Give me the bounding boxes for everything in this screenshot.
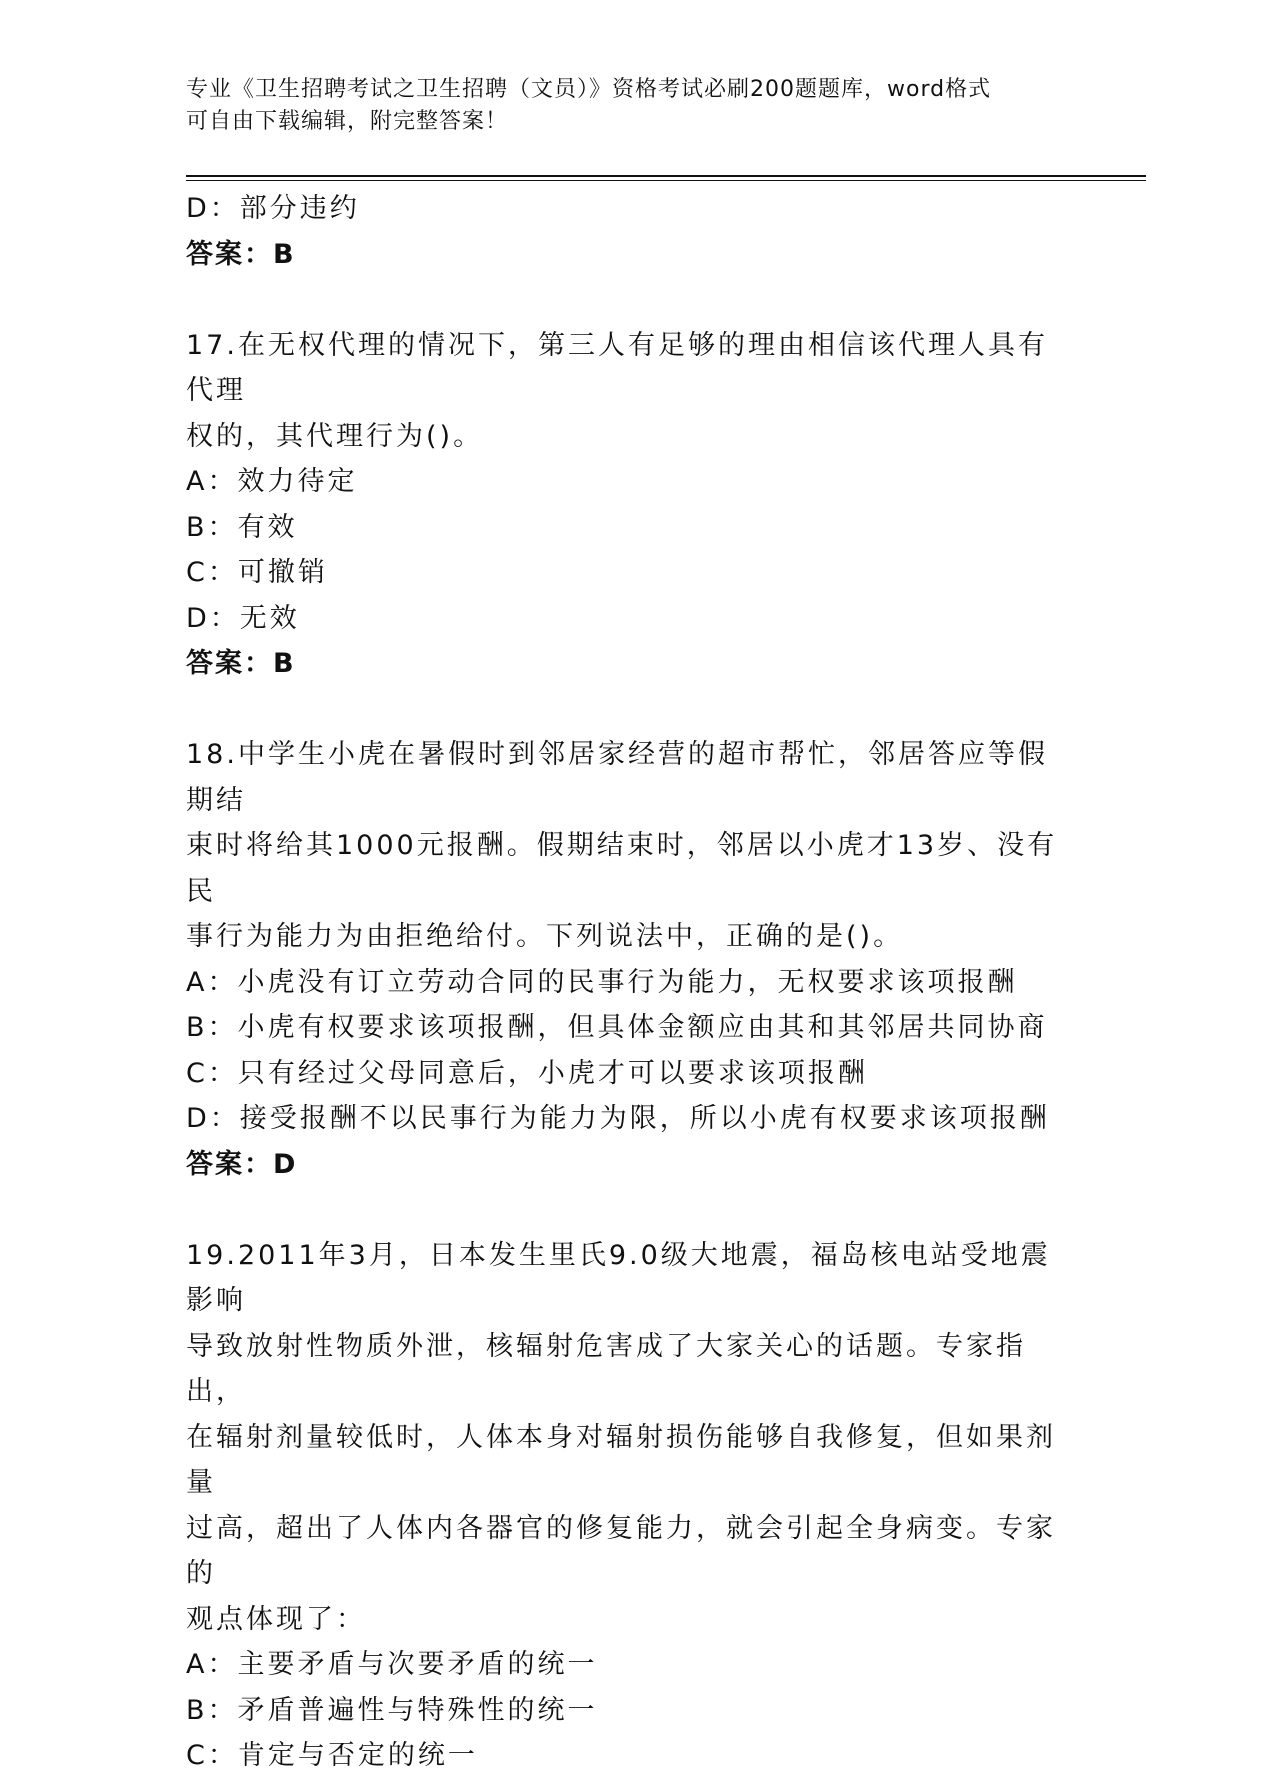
option-a: A：主要矛盾与次要矛盾的统一 <box>186 1649 598 1680</box>
question-18 <box>186 732 1076 1187</box>
question-stem-line: 事行为能力为由拒绝给付。下列说法中，正确的是()。 <box>186 921 904 952</box>
question-stem-line: 19.2011年3月，日本发生里氏9.0级大地震，福岛核电站受地震影响 <box>186 1239 1051 1316</box>
question-stem-line: 过高，超出了人体内各器官的修复能力，就会引起全身病变。专家的 <box>186 1512 1056 1589</box>
option-a: A：小虎没有订立劳动合同的民事行为能力，无权要求该项报酬 <box>186 966 1018 998</box>
header-rule-thin <box>186 180 1146 181</box>
option-b: B：矛盾普遍性与特殊性的统一 <box>186 1694 598 1726</box>
option-d: D：无效 <box>186 602 300 634</box>
answer: 答案：B <box>186 648 296 679</box>
question-stem-line: 17.在无权代理的情况下，第三人有足够的理由相信该代理人具有代理 <box>186 329 1048 406</box>
question-16-tail <box>186 186 1076 277</box>
question-19 <box>186 1233 1076 1779</box>
header-rule-thick <box>186 175 1146 177</box>
question-stem-line: 导致放射性物质外泄，核辐射危害成了大家关心的话题。专家指出， <box>186 1330 1026 1407</box>
option-c: C：肯定与否定的统一 <box>186 1740 478 1771</box>
question-stem-line: 在辐射剂量较低时，人体本身对辐射损伤能够自我修复，但如果剂量 <box>186 1421 1056 1498</box>
question-stem-line: 观点体现了： <box>186 1603 366 1635</box>
answer: 答案：B <box>186 238 296 270</box>
option-d: D：部分违约 <box>186 193 360 224</box>
header-line-2: 可自由下载编辑，附完整答案！ <box>186 109 509 134</box>
document-header <box>186 74 1066 138</box>
question-stem-line: 权的，其代理行为()。 <box>186 420 484 452</box>
question-stem-line: 18.中学生小虎在暑假时到邻居家经营的超市帮忙，邻居答应等假期结 <box>186 739 1048 816</box>
question-stem-line: 束时将给其1000元报酬。假期结束时，邻居以小虎才13岁、没有民 <box>186 830 1058 907</box>
option-c: C：可撤销 <box>186 557 328 588</box>
answer: 答案：D <box>186 1148 298 1180</box>
question-list <box>186 186 1076 1779</box>
option-b: B：有效 <box>186 511 298 543</box>
option-a: A：效力待定 <box>186 466 358 497</box>
option-b: B：小虎有权要求该项报酬，但具体金额应由其和其邻居共同协商 <box>186 1012 1048 1043</box>
header-line-1: 专业《卫生招聘考试之卫生招聘（文员）》资格考试必刷200题题库，word格式 <box>186 77 992 102</box>
option-d: D：接受报酬不以民事行为能力为限，所以小虎有权要求该项报酬 <box>186 1103 1050 1134</box>
option-c: C：只有经过父母同意后，小虎才可以要求该项报酬 <box>186 1057 868 1089</box>
question-17 <box>186 323 1076 687</box>
